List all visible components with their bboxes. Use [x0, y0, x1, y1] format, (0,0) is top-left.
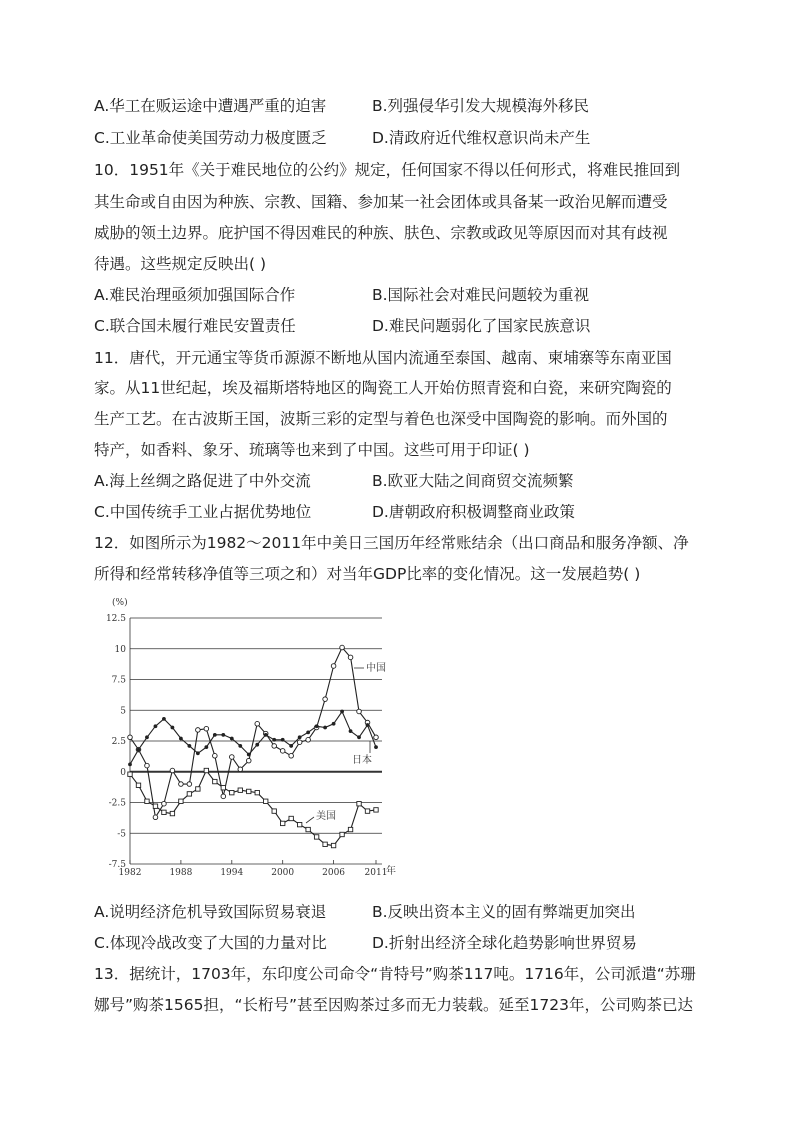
data-point-china [246, 758, 251, 763]
y-tick-label: 2.5 [111, 737, 126, 747]
x-axis-unit-label: 年 [386, 866, 396, 877]
series-line-japan [130, 712, 376, 765]
series-label-usa: 美国 [316, 811, 336, 822]
data-point-china [162, 801, 167, 806]
data-point-usa [264, 799, 268, 803]
q9-option-c: C.工业革命使美国劳动力极度匮乏 [94, 129, 327, 147]
data-point-usa [170, 811, 174, 815]
data-point-japan [323, 726, 327, 730]
x-tick-label: 1994 [220, 868, 244, 878]
q11-option-b: B.欧亚大陆之间商贸交流频繁 [372, 472, 574, 490]
data-point-china [196, 728, 201, 733]
data-point-japan [137, 748, 141, 752]
q10-option-b: B.国际社会对难民问题较为重视 [372, 286, 590, 304]
q9-option-a: A.华工在贩运途中遭遇严重的迫害 [94, 97, 327, 115]
series-label-japan: 日本 [352, 755, 372, 766]
data-point-japan [204, 745, 208, 749]
data-point-usa [348, 827, 352, 831]
x-tick-label: 2011 [364, 868, 388, 878]
data-point-japan [128, 762, 132, 766]
data-point-japan [247, 753, 251, 757]
data-point-usa [297, 822, 301, 826]
y-tick-label: -2.5 [108, 798, 126, 809]
q11-stem-line-1: 11．唐代，开元通宝等货币源源不断地从国内流通至泰国、越南、柬埔寨等东南亚国 [94, 349, 672, 367]
q12-stem-line-2: 所得和经常转移净值等三项之和）对当年GDP比率的变化情况。这一发展趋势( ) [94, 565, 641, 583]
y-tick-label: -5 [117, 829, 126, 840]
data-point-china [306, 737, 311, 742]
data-point-usa [213, 779, 217, 783]
data-point-japan [315, 724, 319, 728]
x-tick-label: 1982 [118, 868, 142, 878]
data-point-china [213, 753, 218, 758]
q12-option-d: D.折射出经济全球化趋势影响世界贸易 [372, 934, 637, 952]
data-point-usa [238, 788, 242, 792]
y-tick-label: 12.5 [105, 614, 126, 624]
q9-option-d: D.清政府近代维权意识尚未产生 [372, 129, 591, 147]
q12-option-c: C.体现冷战改变了大国的力量对比 [94, 934, 327, 952]
q9-option-b: B.列强侵华引发大规模海外移民 [372, 97, 590, 115]
data-point-china [272, 744, 277, 749]
series-label-china: 中国 [366, 663, 386, 674]
data-point-japan [162, 717, 166, 721]
data-point-japan [196, 751, 200, 755]
data-point-china [153, 815, 158, 820]
data-point-usa [323, 842, 327, 846]
data-point-japan [179, 737, 183, 741]
data-point-usa [272, 809, 276, 813]
data-point-usa [255, 790, 259, 794]
q11-option-a: A.海上丝绸之路促进了中外交流 [94, 472, 311, 490]
y-axis-unit-label: (%) [112, 598, 128, 608]
q13-stem-line-1: 13．据统计，1703年，东印度公司命令“肯特号”购茶117吨。1716年，公司派遣“苏珊 [94, 965, 696, 983]
q10-stem-line-4: 待遇。这些规定反映出( ) [94, 255, 267, 273]
data-point-usa [162, 810, 166, 814]
data-point-usa [331, 843, 335, 847]
x-tick-label: 1988 [169, 868, 193, 878]
data-point-china [145, 763, 150, 768]
data-point-usa [365, 809, 369, 813]
data-point-china [187, 782, 192, 787]
data-point-usa [196, 787, 200, 791]
q11-stem-line-4: 特产，如香料、象牙、琉璃等也来到了中国。这些可用于印证( ) [94, 441, 530, 459]
q11-stem-line-3: 生产工艺。在古波斯王国，波斯三彩的定型与着色也深受中国陶瓷的影响。而外国的 [94, 410, 668, 428]
data-point-japan [340, 710, 344, 714]
x-tick-label: 2006 [322, 868, 346, 878]
y-tick-label: 5 [120, 706, 126, 717]
q12-stem-line-1: 12．如图所示为1982～2011年中美日三国历年经常账结余（出口商品和服务净额、净 [94, 534, 689, 552]
data-point-japan [213, 733, 217, 737]
data-point-usa [280, 821, 284, 825]
data-point-china [238, 767, 243, 772]
data-point-usa [136, 783, 140, 787]
y-tick-label: 0 [120, 767, 126, 778]
data-point-usa [357, 802, 361, 806]
q10-option-d: D.难民问题弱化了国家民族意识 [372, 317, 591, 335]
data-point-usa [187, 792, 191, 796]
data-point-japan [154, 724, 158, 728]
data-point-usa [179, 799, 183, 803]
data-point-japan [264, 733, 268, 737]
y-tick-label: 10 [114, 644, 126, 655]
data-point-china [340, 645, 345, 650]
data-point-china [128, 735, 133, 740]
x-tick-label: 2000 [271, 868, 295, 878]
data-point-japan [289, 744, 293, 748]
data-point-china [255, 721, 260, 726]
data-point-china [289, 753, 294, 758]
q13-stem-line-2: 娜号”购茶1565担，“长桁号”甚至因购茶过多而无力装载。延至1723年，公司购茶已达 [94, 996, 693, 1014]
data-point-china [357, 709, 362, 714]
data-point-japan [272, 738, 276, 742]
data-point-japan [187, 744, 191, 748]
data-point-usa [204, 768, 208, 772]
usa-label-pointer [306, 817, 314, 823]
data-point-japan [357, 735, 361, 739]
q12-option-b: B.反映出资本主义的固有弊端更加突出 [372, 903, 636, 921]
data-point-china [323, 697, 328, 702]
data-point-japan [145, 735, 149, 739]
data-point-usa [128, 772, 132, 776]
data-point-china [229, 755, 234, 760]
data-point-china [170, 768, 175, 773]
q11-option-c: C.中国传统手工业占据优势地位 [94, 503, 312, 521]
data-point-japan [230, 737, 234, 741]
y-tick-label: 7.5 [111, 675, 126, 686]
data-point-china [297, 740, 302, 745]
data-point-usa [314, 835, 318, 839]
data-point-japan [255, 743, 259, 747]
current-account-chart [94, 593, 410, 879]
data-point-china [331, 664, 336, 669]
data-point-usa [306, 827, 310, 831]
data-point-usa [230, 790, 234, 794]
data-point-china [204, 726, 209, 731]
data-point-usa [374, 808, 378, 812]
q10-option-a: A.难民治理亟须加强国际合作 [94, 286, 296, 304]
series-line-usa [130, 771, 376, 846]
data-point-usa [289, 816, 293, 820]
q11-option-d: D.唐朝政府积极调整商业政策 [372, 503, 575, 521]
data-point-japan [332, 722, 336, 726]
y-tick-label: -7.5 [108, 860, 126, 870]
q10-option-c: C.联合国未履行难民安置责任 [94, 317, 296, 335]
q12-option-a: A.说明经济危机导致国际贸易衰退 [94, 903, 327, 921]
data-point-china [374, 735, 379, 740]
data-point-japan [171, 726, 175, 730]
data-point-japan [238, 744, 242, 748]
data-point-japan [374, 745, 378, 749]
data-point-china [280, 749, 285, 754]
q10-stem-line-2: 其生命或自由因为种族、宗教、国籍、参加某一社会团体或具备某一政治见解而遭受 [94, 193, 668, 211]
data-point-usa [145, 799, 149, 803]
data-point-japan [306, 730, 310, 734]
data-point-japan [349, 729, 353, 733]
data-point-usa [340, 832, 344, 836]
q10-stem-line-1: 10．1951年《关于难民地位的公约》规定，任何国家不得以任何形式，将难民推回到 [94, 161, 681, 179]
data-point-japan [221, 733, 225, 737]
data-point-japan [366, 723, 370, 727]
data-point-japan [298, 735, 302, 739]
data-point-china [348, 655, 353, 660]
data-point-usa [247, 789, 251, 793]
q11-stem-line-2: 家。从11世纪起，埃及福斯塔特地区的陶瓷工人开始仿照青瓷和白瓷，来研究陶瓷的 [94, 379, 672, 397]
data-point-china [221, 794, 226, 799]
data-point-usa [153, 804, 157, 808]
q10-stem-line-3: 威胁的领土边界。庇护国不得因难民的种族、肤色、宗教或政见等原因而对其有歧视 [94, 224, 668, 242]
data-point-usa [221, 786, 225, 790]
data-point-china [179, 782, 184, 787]
data-point-japan [281, 738, 285, 742]
